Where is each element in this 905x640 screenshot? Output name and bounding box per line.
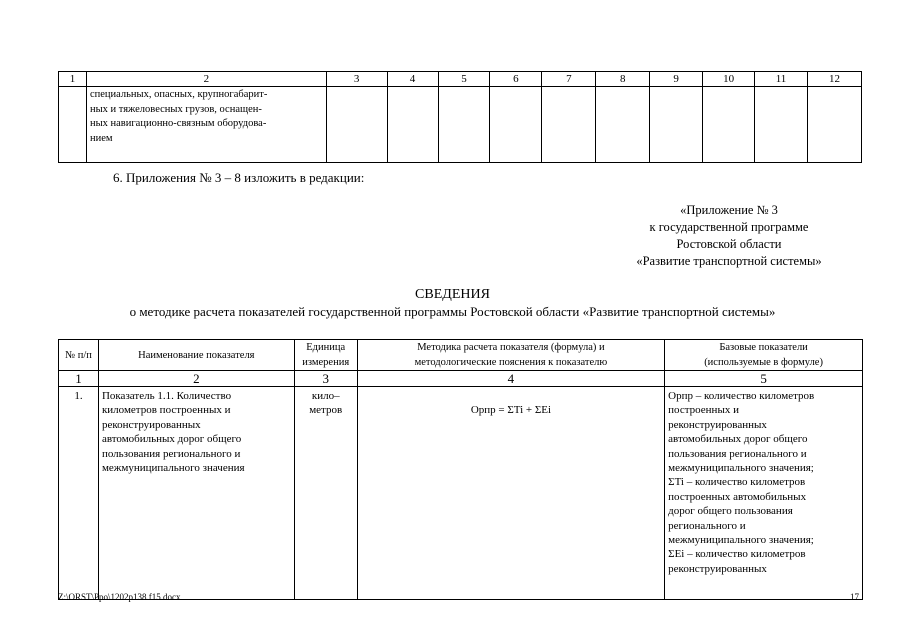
- indicator-unit: кило– метров: [294, 387, 357, 600]
- base-indicators: Орпр – количество километров построенных и реконструированных автомобильных дорог общего пользования регионального и межмуниципального значения; ΣTi – количество километров построенных автомобильных дорог общего пользования регионального и межмуниципального значения; ΣEi – количество километров реконструированных: [665, 387, 863, 600]
- appendix-line: «Приложение № 3: [680, 203, 778, 217]
- continuation-header-row: [59, 72, 862, 87]
- col-header: 5: [438, 72, 490, 87]
- footer-file-path: Z:\ORST\Ppo\1202p138.f15.docx: [58, 592, 181, 602]
- continuation-table: [58, 71, 862, 163]
- col-header: 6: [490, 72, 542, 87]
- col-header: 2: [86, 72, 326, 87]
- col-header: 11: [755, 72, 808, 87]
- appendix-block: [599, 202, 859, 270]
- page-number: 17: [850, 592, 859, 602]
- methodology-table: [58, 339, 863, 600]
- col-number: 4: [357, 371, 664, 387]
- header-base: Базовые показатели (используемые в формуле): [665, 340, 863, 371]
- header-name: Наименование показателя: [98, 340, 294, 371]
- col-header: 1: [59, 72, 87, 87]
- col-header: 3: [326, 72, 387, 87]
- continuation-text: [86, 87, 326, 163]
- change-note: 6. Приложения № 3 – 8 изложить в редакции:: [113, 170, 365, 185]
- text-line: специальных, опасных, крупногабарит-: [89, 89, 268, 100]
- table-row: [59, 387, 863, 600]
- col-header: 10: [703, 72, 755, 87]
- col-header: 12: [807, 72, 861, 87]
- column-number-row: [59, 371, 863, 387]
- indicator-name: Показатель 1.1. Количество километров построенных и реконструированных автомобильных дорог общего пользования регионального и межмуниципального значения: [98, 387, 294, 600]
- continuation-row: [59, 87, 862, 163]
- col-header: 4: [387, 72, 438, 87]
- col-number: 2: [98, 371, 294, 387]
- col-number: 5: [665, 371, 863, 387]
- table-header-row: [59, 340, 863, 371]
- document-subheading: о методике расчета показателей государственной программы Ростовской области «Развитие транспортной системы»: [129, 304, 776, 319]
- appendix-line: «Развитие транспортной системы»: [636, 254, 822, 268]
- col-number: 3: [294, 371, 357, 387]
- col-header: 8: [596, 72, 650, 87]
- document-heading: СВЕДЕНИЯ: [415, 287, 490, 302]
- row-number: 1.: [59, 387, 99, 600]
- text-line: ных навигационно-связным оборудова-: [89, 118, 267, 129]
- col-header: 9: [650, 72, 703, 87]
- col-header: 7: [542, 72, 596, 87]
- header-num: № п/п: [59, 340, 99, 371]
- col-number: 1: [59, 371, 99, 387]
- appendix-line: к государственной программе: [649, 220, 809, 234]
- header-unit: Единица измерения: [294, 340, 357, 371]
- header-method: Методика расчета показателя (формула) и методологические пояснения к показателю: [357, 340, 664, 371]
- text-line: нием: [89, 132, 113, 144]
- text-line: ных и тяжеловесных грузов, оснащен-: [89, 103, 262, 115]
- appendix-line: Ростовской области: [676, 237, 782, 251]
- indicator-formula: Орпр = ΣTi + ΣEi: [357, 387, 664, 600]
